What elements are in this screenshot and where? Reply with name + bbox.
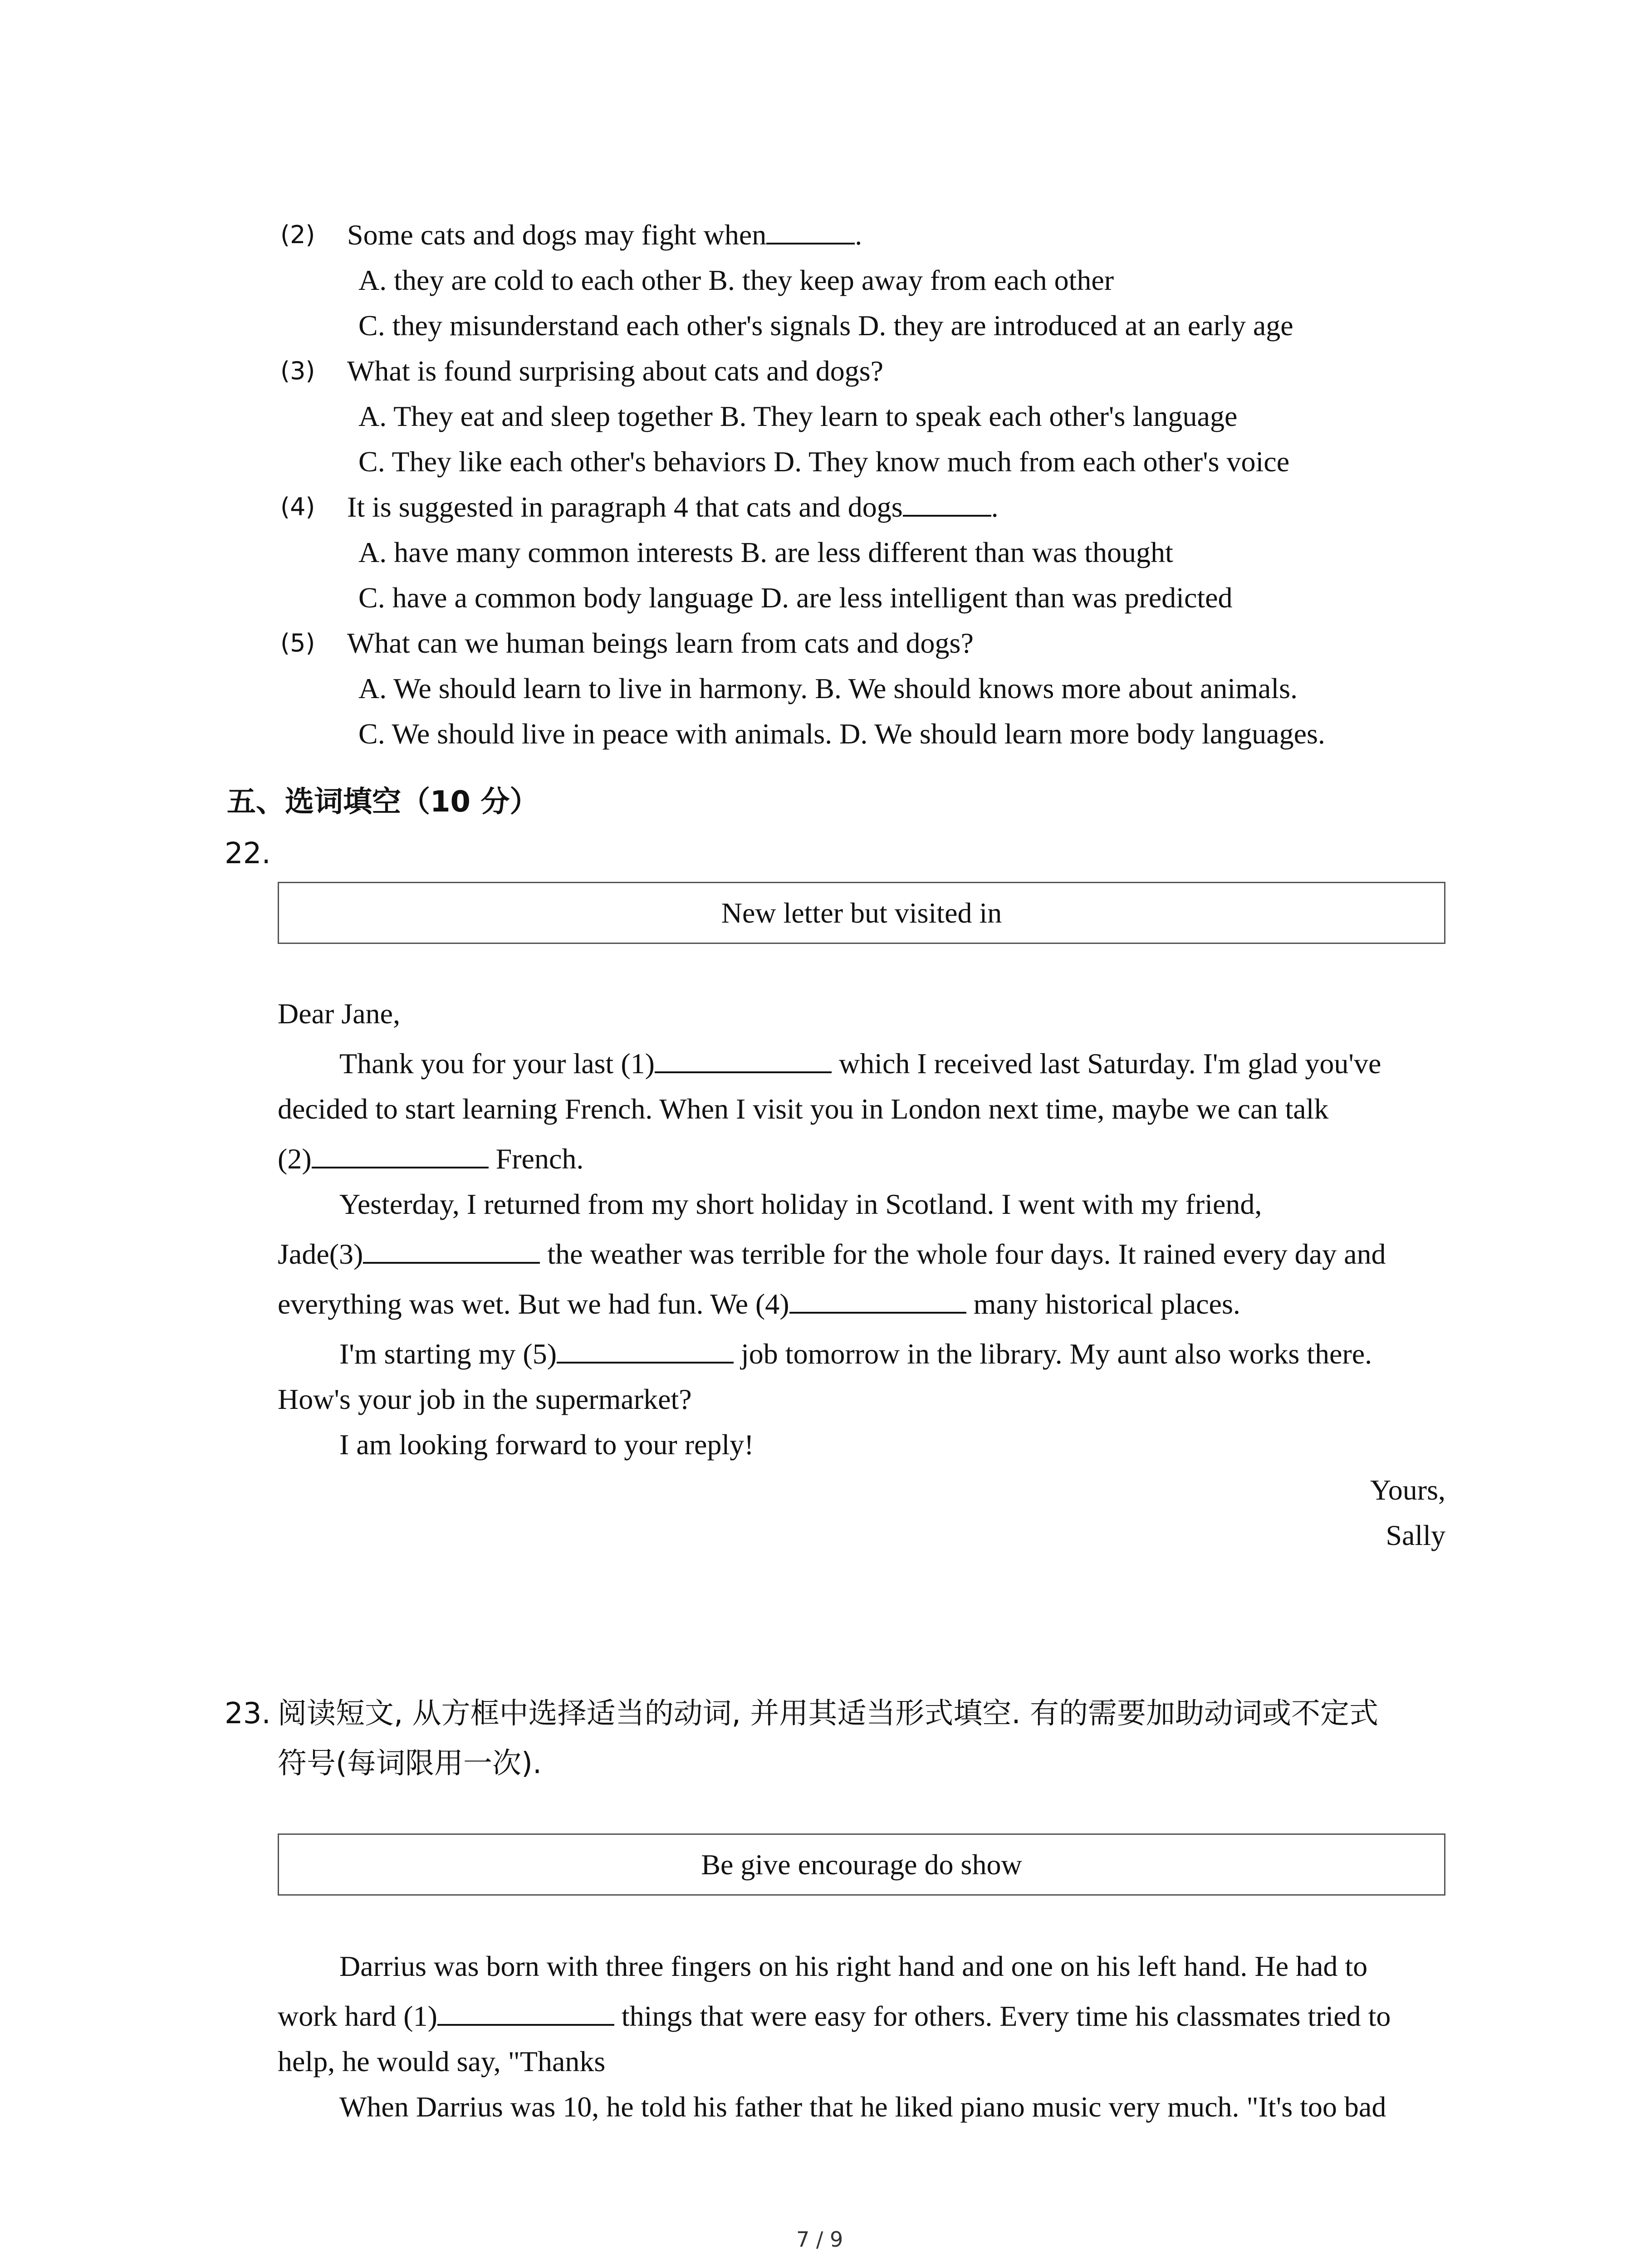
answer-blank[interactable] — [557, 1336, 734, 1364]
question-number: (2) — [280, 220, 315, 249]
section-heading: 五、选词填空（10 分） — [227, 785, 539, 819]
passage-line: When Darrius was 10, he told his father that he liked piano music very much. "It's too bad — [339, 2091, 1386, 2123]
question-number: 22. — [225, 837, 271, 870]
answer-blank[interactable] — [363, 1237, 540, 1264]
letter-line: Yesterday, I returned from my short holiday in Scotland. I went with my friend, — [339, 1188, 1262, 1220]
letter-line: How's your job in the supermarket? — [278, 1383, 692, 1415]
letter-line: Thank you for your last (1) which I received last Saturday. I'm glad you've — [339, 1046, 1381, 1082]
option-line: C. they misunderstand each other's signals D. they are introduced at an early age — [358, 309, 1293, 342]
option-line: A. We should learn to live in harmony. B. We should knows more about animals. — [358, 672, 1298, 704]
question-stem: Some cats and dogs may fight when . — [347, 217, 862, 253]
letter-line: I am looking forward to your reply! — [339, 1428, 754, 1461]
question-instruction: 符号(每词限用一次). — [278, 1747, 542, 1780]
passage-line: Darrius was born with three fingers on his right hand and one on his left hand. He had to — [339, 1950, 1368, 1982]
letter-line: (2) French. — [278, 1141, 583, 1177]
question-stem: It is suggested in paragraph 4 that cats and dogs . — [347, 489, 999, 525]
option-line: C. They like each other's behaviors D. They know much from each other's voice — [358, 445, 1290, 478]
word-box — [278, 1833, 1445, 1896]
question-stem: What is found surprising about cats and dogs? — [347, 355, 883, 387]
passage-line: work hard (1) things that were easy for others. Every time his classmates tried to — [278, 1998, 1391, 2034]
question-stem: What can we human beings learn from cats and dogs? — [347, 627, 974, 659]
page-number: 7 / 9 — [796, 2227, 843, 2252]
answer-blank[interactable] — [312, 1141, 489, 1168]
answer-blank[interactable] — [655, 1046, 832, 1073]
answer-blank[interactable] — [437, 1999, 614, 2026]
question-number: (3) — [280, 357, 315, 385]
question-number: 23. — [225, 1697, 271, 1730]
answer-blank[interactable] — [789, 1286, 966, 1314]
option-line: C. have a common body language D. are less intelligent than was predicted — [358, 582, 1233, 614]
answer-blank[interactable] — [766, 217, 855, 244]
option-line: A. they are cold to each other B. they keep away from each other — [358, 264, 1114, 296]
answer-blank[interactable] — [903, 489, 991, 517]
letter-closing: Yours, — [1370, 1474, 1445, 1506]
word-box-text: Be give encourage do show — [701, 1848, 1022, 1881]
word-box-text: New letter but visited in — [721, 896, 1002, 929]
letter-line: I'm starting my (5) job tomorrow in the library. My aunt also works there. — [339, 1336, 1372, 1372]
letter-line: Jade(3) the weather was terrible for the whole four days. It rained every day and — [278, 1236, 1386, 1272]
letter-line: everything was wet. But we had fun. We (4) many historical places. — [278, 1286, 1240, 1322]
option-line: A. They eat and sleep together B. They learn to speak each other's language — [358, 400, 1238, 432]
question-number: (4) — [280, 493, 315, 521]
letter-greeting: Dear Jane, — [278, 997, 401, 1030]
word-box — [278, 882, 1445, 944]
option-line: C. We should live in peace with animals. D. We should learn more body languages. — [358, 718, 1325, 750]
option-line: A. have many common interests B. are less different than was thought — [358, 536, 1173, 568]
letter-line: decided to start learning French. When I visit you in London next time, maybe we can talk — [278, 1093, 1329, 1125]
letter-signature: Sally — [1386, 1519, 1445, 1551]
question-instruction: 阅读短文, 从方框中选择适当的动词, 并用其适当形式填空. 有的需要加助动词或不定式 — [278, 1697, 1379, 1730]
question-number: (5) — [280, 629, 315, 657]
passage-line: help, he would say, "Thanks — [278, 2045, 606, 2077]
